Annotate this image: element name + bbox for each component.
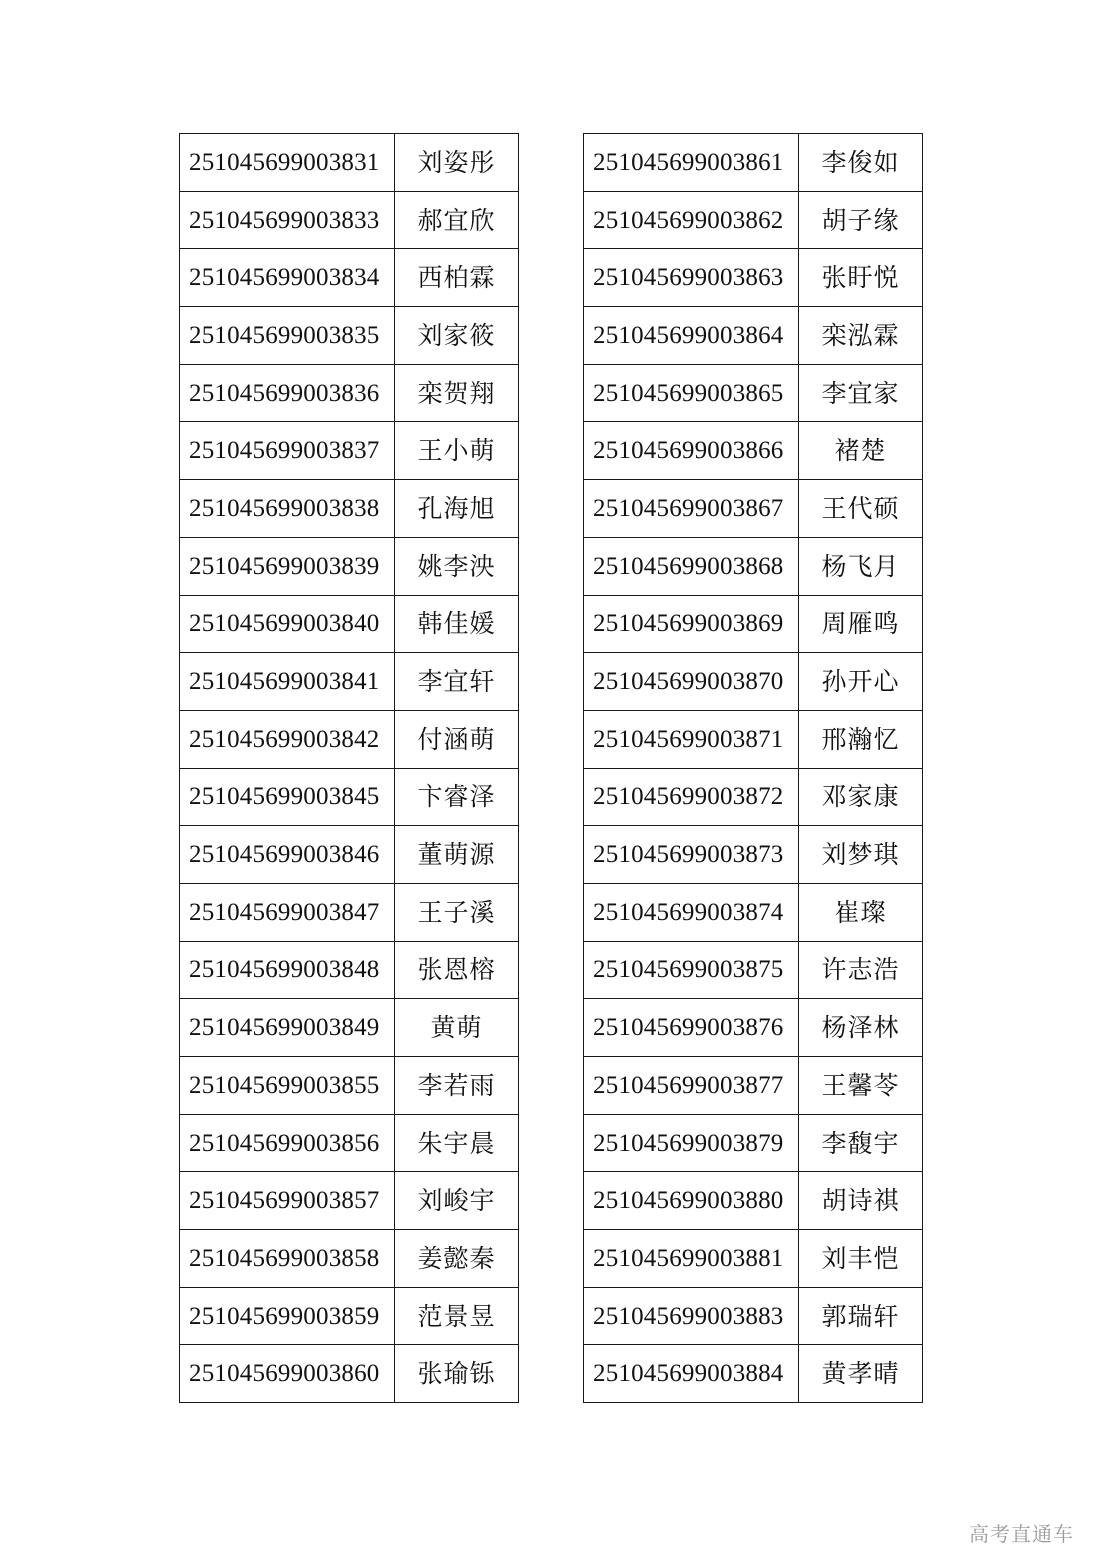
- candidate-name-cell: 邓家康: [799, 768, 923, 826]
- candidate-name-cell: 郭瑞轩: [799, 1287, 923, 1345]
- candidate-id-cell: 251045699003849: [180, 999, 395, 1057]
- candidate-name-cell: 栾泓霖: [799, 307, 923, 365]
- candidate-name-cell: 张盱悦: [799, 249, 923, 307]
- candidate-id-cell: 251045699003872: [584, 768, 799, 826]
- candidate-name-cell: 许志浩: [799, 941, 923, 999]
- table-row: [180, 1345, 519, 1403]
- table-row: [180, 364, 519, 422]
- candidate-name-cell: 刘姿彤: [395, 134, 519, 192]
- candidate-name-cell: 李宜家: [799, 364, 923, 422]
- table-row: [584, 1114, 923, 1172]
- table-row: [180, 307, 519, 365]
- roster-table-right: [583, 133, 923, 1403]
- table-row: [180, 826, 519, 884]
- candidate-id-cell: 251045699003834: [180, 249, 395, 307]
- candidate-name-cell: 胡子缘: [799, 191, 923, 249]
- candidate-id-cell: 251045699003874: [584, 883, 799, 941]
- table-row: [180, 1172, 519, 1230]
- candidate-id-cell: 251045699003866: [584, 422, 799, 480]
- table-row: [584, 768, 923, 826]
- candidate-id-cell: 251045699003833: [180, 191, 395, 249]
- candidate-id-cell: 251045699003879: [584, 1114, 799, 1172]
- table-row: [180, 768, 519, 826]
- candidate-name-cell: 邢瀚忆: [799, 710, 923, 768]
- roster-table-body: [180, 134, 519, 1403]
- table-row: [180, 999, 519, 1057]
- candidate-id-cell: 251045699003845: [180, 768, 395, 826]
- candidate-id-cell: 251045699003835: [180, 307, 395, 365]
- table-row: [584, 1287, 923, 1345]
- candidate-id-cell: 251045699003868: [584, 537, 799, 595]
- candidate-id-cell: 251045699003880: [584, 1172, 799, 1230]
- candidate-name-cell: 王代硕: [799, 480, 923, 538]
- table-row: [180, 941, 519, 999]
- candidate-name-cell: 孔海旭: [395, 480, 519, 538]
- table-row: [584, 422, 923, 480]
- candidate-id-cell: 251045699003856: [180, 1114, 395, 1172]
- candidate-id-cell: 251045699003857: [180, 1172, 395, 1230]
- candidate-name-cell: 崔璨: [799, 883, 923, 941]
- candidate-id-cell: 251045699003871: [584, 710, 799, 768]
- candidate-id-cell: 251045699003847: [180, 883, 395, 941]
- candidate-name-cell: 卞睿泽: [395, 768, 519, 826]
- table-row: [584, 307, 923, 365]
- candidate-id-cell: 251045699003873: [584, 826, 799, 884]
- candidate-name-cell: 王馨苓: [799, 1057, 923, 1115]
- candidate-id-cell: 251045699003876: [584, 999, 799, 1057]
- candidate-name-cell: 张瑜铄: [395, 1345, 519, 1403]
- table-row: [180, 1287, 519, 1345]
- candidate-name-cell: 李若雨: [395, 1057, 519, 1115]
- candidate-name-cell: 孙开心: [799, 653, 923, 711]
- candidate-id-cell: 251045699003841: [180, 653, 395, 711]
- candidate-id-cell: 251045699003883: [584, 1287, 799, 1345]
- candidate-name-cell: 王小萌: [395, 422, 519, 480]
- candidate-name-cell: 郝宜欣: [395, 191, 519, 249]
- roster-table-left: [179, 133, 519, 1403]
- candidate-id-cell: 251045699003840: [180, 595, 395, 653]
- table-row: [584, 249, 923, 307]
- table-row: [584, 134, 923, 192]
- candidate-id-cell: 251045699003884: [584, 1345, 799, 1403]
- candidate-id-cell: 251045699003881: [584, 1230, 799, 1288]
- table-row: [180, 480, 519, 538]
- table-row: [584, 537, 923, 595]
- table-row: [584, 191, 923, 249]
- candidate-name-cell: 杨飞月: [799, 537, 923, 595]
- candidate-id-cell: 251045699003859: [180, 1287, 395, 1345]
- table-row: [584, 1172, 923, 1230]
- candidate-name-cell: 刘丰恺: [799, 1230, 923, 1288]
- candidate-name-cell: 王子溪: [395, 883, 519, 941]
- candidate-id-cell: 251045699003875: [584, 941, 799, 999]
- table-row: [180, 710, 519, 768]
- candidate-name-cell: 周雁鸣: [799, 595, 923, 653]
- candidate-name-cell: 西柏霖: [395, 249, 519, 307]
- table-row: [180, 537, 519, 595]
- candidate-id-cell: 251045699003836: [180, 364, 395, 422]
- candidate-name-cell: 李俊如: [799, 134, 923, 192]
- table-row: [584, 710, 923, 768]
- candidate-id-cell: 251045699003877: [584, 1057, 799, 1115]
- candidate-id-cell: 251045699003842: [180, 710, 395, 768]
- candidate-name-cell: 付涵萌: [395, 710, 519, 768]
- watermark-text: 高考直通车: [969, 1522, 1074, 1546]
- candidate-id-cell: 251045699003870: [584, 653, 799, 711]
- candidate-name-cell: 杨泽林: [799, 999, 923, 1057]
- candidate-name-cell: 刘峻宇: [395, 1172, 519, 1230]
- roster-table-body: [584, 134, 923, 1403]
- candidate-id-cell: 251045699003831: [180, 134, 395, 192]
- table-row: [180, 1114, 519, 1172]
- candidate-id-cell: 251045699003838: [180, 480, 395, 538]
- table-row: [180, 1230, 519, 1288]
- table-row: [584, 1230, 923, 1288]
- candidate-name-cell: 朱宇晨: [395, 1114, 519, 1172]
- candidate-name-cell: 黄孝晴: [799, 1345, 923, 1403]
- candidate-name-cell: 李馥宇: [799, 1114, 923, 1172]
- candidate-name-cell: 胡诗祺: [799, 1172, 923, 1230]
- candidate-name-cell: 栾贺翔: [395, 364, 519, 422]
- table-row: [584, 941, 923, 999]
- candidate-id-cell: 251045699003861: [584, 134, 799, 192]
- table-row: [584, 364, 923, 422]
- table-row: [584, 1345, 923, 1403]
- candidate-name-cell: 韩佳媛: [395, 595, 519, 653]
- candidate-name-cell: 李宜轩: [395, 653, 519, 711]
- candidate-id-cell: 251045699003837: [180, 422, 395, 480]
- table-row: [180, 191, 519, 249]
- candidate-id-cell: 251045699003855: [180, 1057, 395, 1115]
- candidate-name-cell: 姜懿秦: [395, 1230, 519, 1288]
- candidate-id-cell: 251045699003846: [180, 826, 395, 884]
- table-row: [180, 595, 519, 653]
- candidate-id-cell: 251045699003869: [584, 595, 799, 653]
- candidate-id-cell: 251045699003862: [584, 191, 799, 249]
- table-row: [584, 883, 923, 941]
- table-row: [180, 1057, 519, 1115]
- candidate-name-cell: 黄萌: [395, 999, 519, 1057]
- table-row: [180, 134, 519, 192]
- candidate-id-cell: 251045699003867: [584, 480, 799, 538]
- candidate-name-cell: 姚李泱: [395, 537, 519, 595]
- candidate-id-cell: 251045699003839: [180, 537, 395, 595]
- candidate-id-cell: 251045699003858: [180, 1230, 395, 1288]
- table-row: [584, 826, 923, 884]
- table-row: [584, 480, 923, 538]
- candidate-id-cell: 251045699003848: [180, 941, 395, 999]
- table-row: [180, 883, 519, 941]
- table-row: [584, 653, 923, 711]
- candidate-name-cell: 范景昱: [395, 1287, 519, 1345]
- candidate-id-cell: 251045699003863: [584, 249, 799, 307]
- table-row: [180, 653, 519, 711]
- candidate-name-cell: 刘家筱: [395, 307, 519, 365]
- table-row: [180, 249, 519, 307]
- candidate-name-cell: 刘梦琪: [799, 826, 923, 884]
- table-row: [584, 1057, 923, 1115]
- candidate-id-cell: 251045699003860: [180, 1345, 395, 1403]
- candidate-name-cell: 董萌源: [395, 826, 519, 884]
- table-row: [180, 422, 519, 480]
- candidate-id-cell: 251045699003865: [584, 364, 799, 422]
- candidate-name-cell: 张恩榕: [395, 941, 519, 999]
- candidate-id-cell: 251045699003864: [584, 307, 799, 365]
- table-row: [584, 595, 923, 653]
- table-row: [584, 999, 923, 1057]
- candidate-name-cell: 褚楚: [799, 422, 923, 480]
